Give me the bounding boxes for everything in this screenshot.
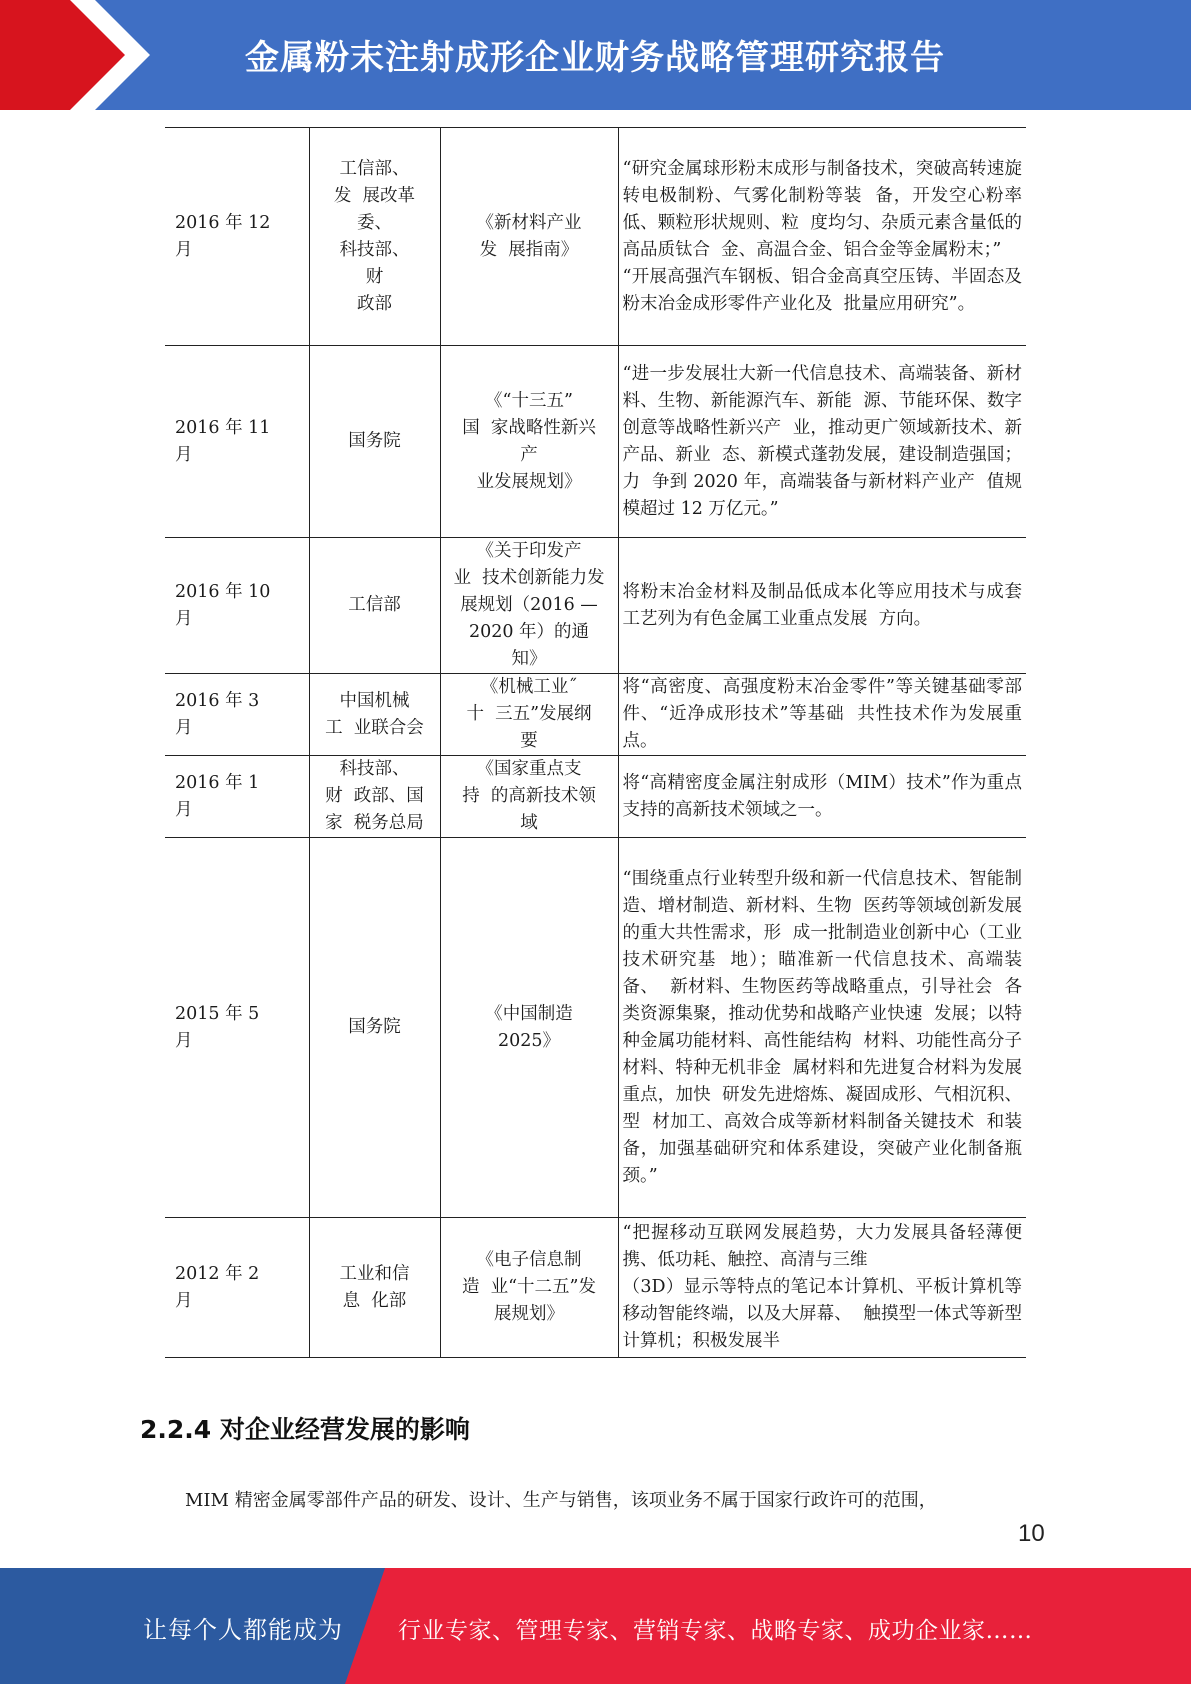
header-arrow-decoration <box>0 0 160 110</box>
section-heading: 2.2.4 对企业经营发展的影响 <box>140 1415 470 1444</box>
table-row <box>165 128 1026 346</box>
policy-table <box>165 127 1026 1358</box>
policy-content: 将“高密度、高强度粉末冶金零件”等关键基础零部件、“近净成形技术”等基础 共性技术作为发展重点。 <box>618 674 1026 756</box>
policy-document: 《中国制造 2025》 <box>440 838 618 1218</box>
policy-department: 工信部、 发 展改革 委、 科技部、 财 政部 <box>309 128 440 346</box>
policy-content: 将“高精密度金属注射成形（MIM）技术”作为重点支持的高新技术领域之一。 <box>618 756 1026 838</box>
policy-date: 2015 年 5 月 <box>165 838 309 1218</box>
footer-slogan-right: 行业专家、管理专家、营销专家、战略专家、成功企业家…… <box>398 1618 1033 1644</box>
policy-content: 将粉末冶金材料及制品低成本化等应用技术与成套工艺列为有色金属工业重点发展 方向。 <box>618 538 1026 674</box>
table-row <box>165 1218 1026 1358</box>
policy-department: 国务院 <box>309 346 440 538</box>
policy-date: 2016 年 11 月 <box>165 346 309 538</box>
policy-date: 2016 年 10 月 <box>165 538 309 674</box>
table-row <box>165 538 1026 674</box>
page-header <box>0 0 1191 110</box>
policy-content: “围绕重点行业转型升级和新一代信息技术、智能制造、增材制造、新材料、生物 医药等领域创新发展的重大共性需求，形 成一批制造业创新中心（工业技术研究基 地）；瞄准新一代信息技术、高端装备、 新材料、生物医药等战略重点，引导社会 各类资源集聚，推动优势和战略产业快速 发展；以特种金属功能材料、高性能结构 材料、功能性高分子材料、特种无机非金 属材料和先进复合材料为发展重点，加快 研发先进熔炼、凝固成形、气相沉积、型 材加工、高效合成等新材料制备关键技术 和装备，加强基础研究和体系建设，突破产业化制备瓶颈。” <box>618 838 1026 1218</box>
policy-document: 《“十三五” 国 家战略性新兴 产 业发展规划》 <box>440 346 618 538</box>
policy-date: 2016 年 1 月 <box>165 756 309 838</box>
policy-document: 《国家重点支 持 的高新技术领 域 <box>440 756 618 838</box>
page-number: 10 <box>1018 1520 1045 1547</box>
policy-content: “进一步发展壮大新一代信息技术、高端装备、新材料、生物、新能源汽车、新能 源、节能环保、数字创意等战略性新兴产 业，推动更广领域新技术、新产品、新业 态、新模式蓬勃发展，建设制造强国；力 争到 2020 年，高端装备与新材料产业产 值规模超过 12 万亿元。” <box>618 346 1026 538</box>
policy-department: 工业和信 息 化部 <box>309 1218 440 1358</box>
policy-document: 《新材料产业 发 展指南》 <box>440 128 618 346</box>
policy-department: 国务院 <box>309 838 440 1218</box>
body-paragraph: MIM 精密金属零部件产品的研发、设计、生产与销售，该项业务不属于国家行政许可的范围， <box>185 1490 937 1511</box>
policy-date: 2016 年 12 月 <box>165 128 309 346</box>
footer-slogan-left: 让每个人都能成为 <box>143 1616 343 1644</box>
table-row <box>165 756 1026 838</box>
policy-department: 工信部 <box>309 538 440 674</box>
table-row <box>165 674 1026 756</box>
policy-department: 中国机械 工 业联合会 <box>309 674 440 756</box>
table-row <box>165 838 1026 1218</box>
policy-department: 科技部、 财 政部、国 家 税务总局 <box>309 756 440 838</box>
policy-content: “研究金属球形粉末成形与制备技术，突破高转速旋转电极制粉、气雾化制粉等装 备，开发空心粉率低、颗粒形状规则、粒 度均匀、杂质元素含量低的高品质钛合 金、高温合金、铝合金等金属粉末；” “开展高强汽车钢板、铝合金高真空压铸、半固态及粉末冶金成形零件产业化及 批量应用研究”。 <box>618 128 1026 346</box>
policy-date: 2012 年 2 月 <box>165 1218 309 1358</box>
policy-document: 《电子信息制 造 业“十二五”发 展规划》 <box>440 1218 618 1358</box>
policy-document: 《关于印发产 业 技术创新能力发 展规划（2016 — 2020 年）的通 知》 <box>440 538 618 674</box>
table-row <box>165 346 1026 538</box>
policy-content: “把握移动互联网发展趋势，大力发展具备轻薄便携、低功耗、触控、高清与三维 （3D）显示等特点的笔记本计算机、平板计算机等移动智能终端，以及大屏幕、 触摸型一体式等新型计算机；积极发展半 <box>618 1218 1026 1358</box>
policy-document: 《机械工业˝ 十 三五”发展纲 要 <box>440 674 618 756</box>
policy-date: 2016 年 3 月 <box>165 674 309 756</box>
report-title: 金属粉末注射成形企业财务战略管理研究报告 <box>245 38 945 78</box>
page-footer <box>0 1568 1191 1684</box>
